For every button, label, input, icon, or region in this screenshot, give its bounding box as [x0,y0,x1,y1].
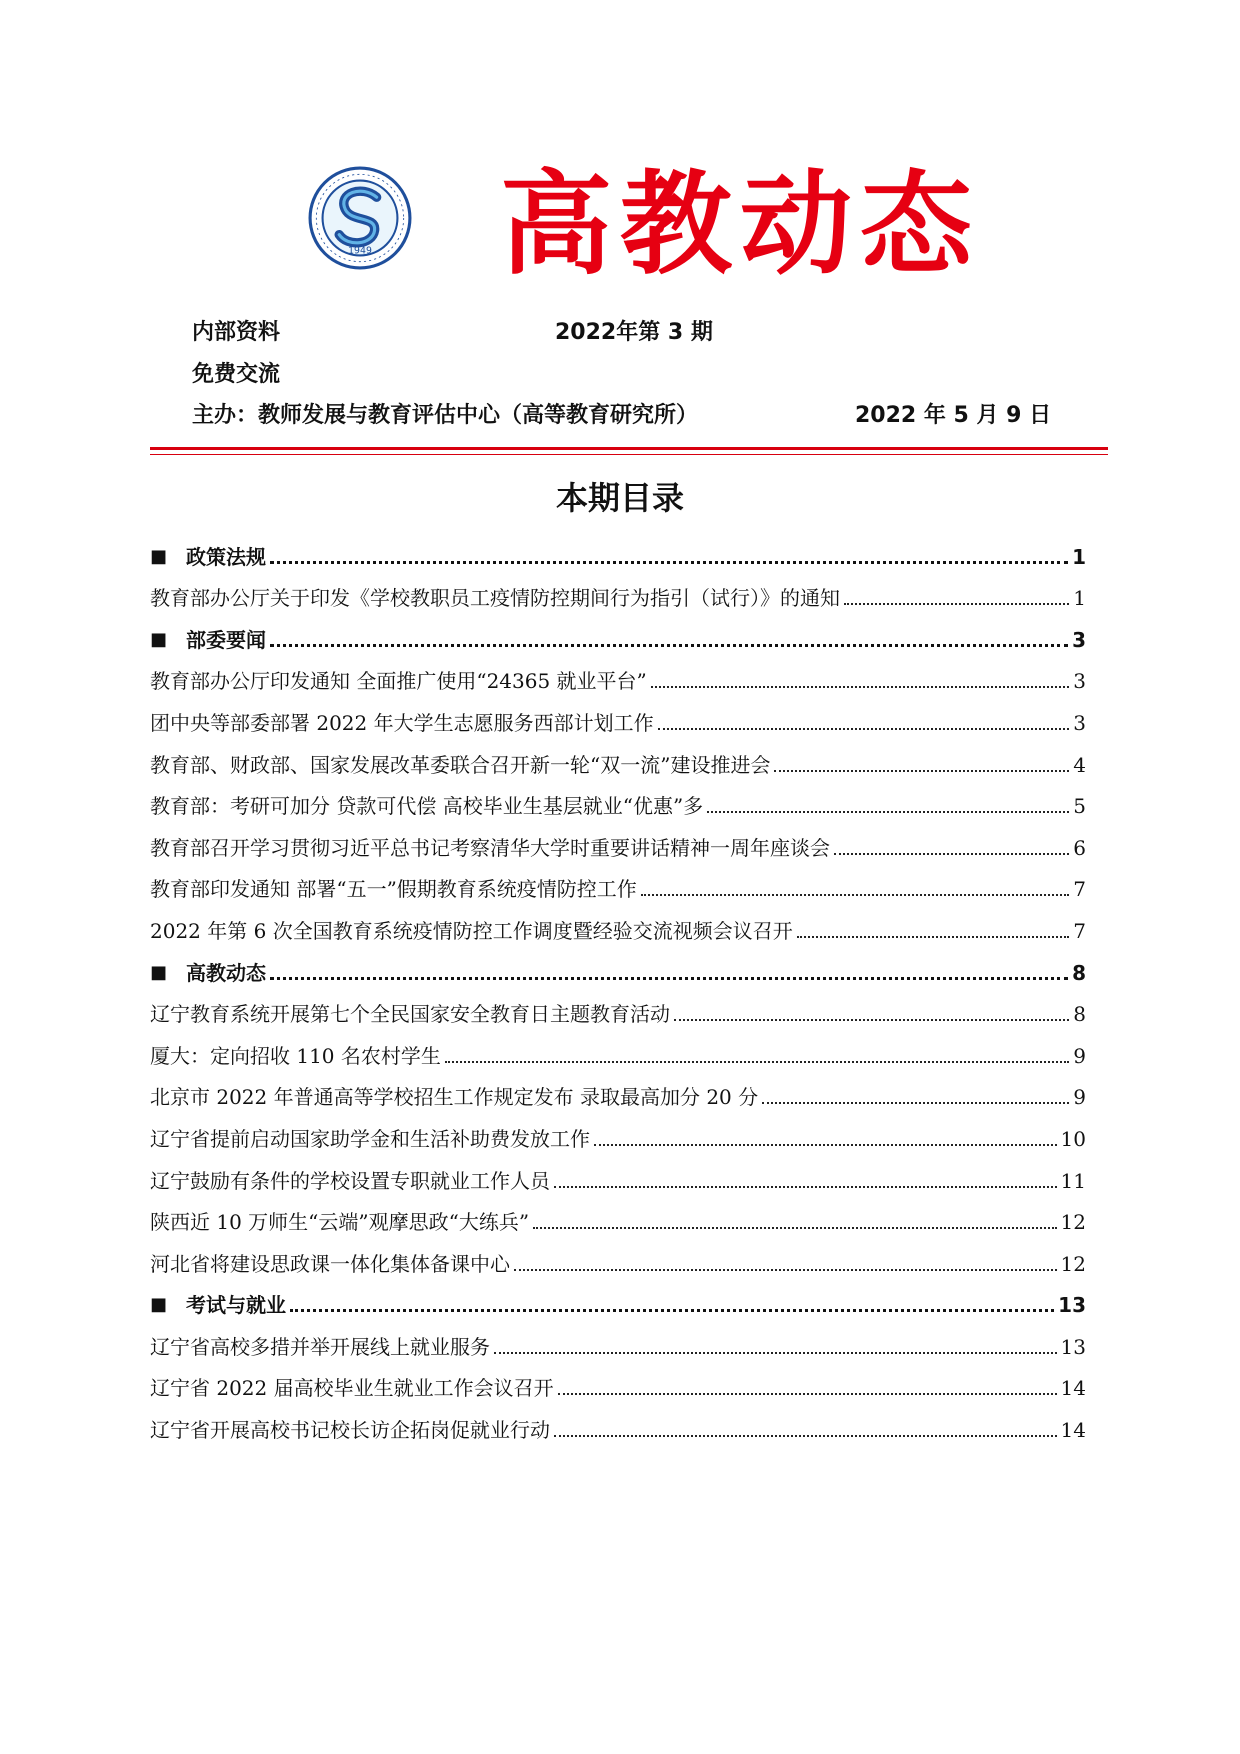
toc-page-number: 12 [1060,1251,1086,1276]
toc-page-number: 9 [1073,1043,1086,1068]
header-rule-thin [150,454,1108,455]
masthead-title: 高教动态 [500,160,980,290]
toc-entry-row[interactable] [150,572,1086,614]
dot-leader [290,1309,1054,1312]
toc-page-number: 1 [1072,544,1086,569]
toc-page-number: 5 [1073,794,1086,819]
toc-section-row[interactable] [150,530,1086,572]
toc-section-title: 政策法规 [186,544,266,569]
toc-page-number: 8 [1072,960,1086,985]
dot-leader [445,1061,1069,1063]
toc-entry-row[interactable] [150,1403,1086,1445]
toc-page-number: 11 [1060,1168,1086,1193]
dot-leader [554,1435,1057,1437]
dot-leader [558,1393,1057,1395]
dot-leader [844,603,1069,605]
toc-entry-row[interactable] [150,1362,1086,1404]
toc-page-number: 14 [1060,1376,1086,1401]
toc-entry-row[interactable] [150,863,1086,905]
square-bullet-icon: ■ [150,545,168,567]
toc-entry-title: 辽宁省 2022 届高校毕业生就业工作会议召开 [150,1376,554,1401]
square-bullet-icon: ■ [150,961,168,983]
toc-page-number: 3 [1072,627,1086,652]
toc-entry-row[interactable] [150,1237,1086,1279]
toc-page-number: 12 [1060,1210,1086,1235]
dot-leader [270,561,1068,564]
toc-entry-title: 河北省将建设思政课一体化集体备课中心 [150,1251,510,1276]
toc-entry-row[interactable] [150,821,1086,863]
logo-year: 1949 [348,245,372,257]
toc-entry-row[interactable] [150,904,1086,946]
dot-leader [658,728,1070,730]
sponsor-line: 主办：教师发展与教育评估中心（高等教育研究所） [192,403,699,428]
toc-entry-title: 教育部印发通知 部署“五一”假期教育系统疫情防控工作 [150,877,637,902]
toc-page-number: 13 [1060,1334,1086,1359]
toc-entry-title: 辽宁省高校多措并举开展线上就业服务 [150,1334,490,1359]
square-bullet-icon: ■ [150,628,168,650]
toc-section-row[interactable] [150,1279,1086,1321]
toc-page-number: 6 [1073,835,1086,860]
dot-leader [594,1144,1057,1146]
toc-entry-title: 北京市 2022 年普通高等学校招生工作规定发布 录取最高加分 20 分 [150,1085,759,1110]
square-bullet-icon: ■ [150,1294,168,1316]
dot-leader [533,1227,1056,1229]
table-of-contents [150,530,1086,1445]
dot-leader [651,686,1069,688]
toc-entry-title: 辽宁鼓励有条件的学校设置专职就业工作人员 [150,1168,550,1193]
toc-page-number: 4 [1073,752,1086,777]
toc-page-number: 1 [1073,586,1086,611]
toc-section-row[interactable] [150,946,1086,988]
toc-entry-row[interactable] [150,1071,1086,1113]
toc-page-number: 3 [1073,710,1086,735]
free-label: 免费交流 [192,362,281,387]
toc-page-number: 7 [1073,918,1086,943]
toc-entry-row[interactable] [150,1029,1086,1071]
toc-entry-title: 教育部召开学习贯彻习近平总书记考察清华大学时重要讲话精神一周年座谈会 [150,835,830,860]
dot-leader [762,1102,1069,1104]
dot-leader [797,936,1070,938]
toc-section-title: 部委要闻 [186,627,266,652]
toc-entry-row[interactable] [150,696,1086,738]
dot-leader [494,1352,1057,1354]
dot-leader [707,811,1069,813]
toc-entry-title: 教育部、财政部、国家发展改革委联合召开新一轮“双一流”建设推进会 [150,752,771,777]
dot-leader [834,853,1069,855]
issue-date: 2022 年 5 月 9 日 [855,403,1052,428]
toc-entry-row[interactable] [150,1320,1086,1362]
toc-entry-row[interactable] [150,780,1086,822]
toc-entry-row[interactable] [150,655,1086,697]
toc-page-number: 8 [1073,1002,1086,1027]
toc-entry-title: 厦大：定向招收 110 名农村学生 [150,1043,441,1068]
toc-page-number: 3 [1073,669,1086,694]
toc-entry-title: 教育部办公厅印发通知 全面推广使用“24365 就业平台” [150,669,647,694]
toc-section-row[interactable] [150,613,1086,655]
toc-entry-title: 辽宁省开展高校书记校长访企拓岗促就业行动 [150,1418,550,1443]
toc-entry-row[interactable] [150,988,1086,1030]
toc-section-title: 高教动态 [186,960,266,985]
dot-leader [774,770,1069,772]
toc-entry-title: 团中央等部委部署 2022 年大学生志愿服务西部计划工作 [150,710,654,735]
toc-title: 本期目录 [555,479,684,517]
toc-page-number: 10 [1060,1126,1086,1151]
toc-entry-title: 2022 年第 6 次全国教育系统疫情防控工作调度暨经验交流视频会议召开 [150,918,793,943]
header-rule-thick [150,447,1108,450]
issue-number: 2022年第 3 期 [555,320,713,345]
dot-leader [270,644,1068,647]
toc-entry-row[interactable] [150,1196,1086,1238]
toc-page-number: 9 [1073,1085,1086,1110]
dot-leader [554,1186,1057,1188]
internal-label: 内部资料 [192,320,281,345]
toc-entry-title: 辽宁省提前启动国家助学金和生活补助费发放工作 [150,1126,590,1151]
toc-section-title: 考试与就业 [186,1293,286,1318]
toc-entry-title: 教育部办公厅关于印发《学校教职员工疫情防控期间行为指引（试行）》的通知 [150,586,840,611]
toc-entry-title: 辽宁教育系统开展第七个全民国家安全教育日主题教育活动 [150,1002,670,1027]
dot-leader [674,1019,1069,1021]
university-seal-icon [308,166,412,270]
toc-entry-title: 陕西近 10 万师生“云端”观摩思政“大练兵” [150,1210,530,1235]
dot-leader [270,977,1068,980]
toc-entry-row[interactable] [150,1112,1086,1154]
toc-entry-row[interactable] [150,1154,1086,1196]
dot-leader [641,894,1069,896]
dot-leader [514,1269,1057,1271]
toc-entry-title: 教育部：考研可加分 贷款可代偿 高校毕业生基层就业“优惠”多 [150,794,704,819]
toc-entry-row[interactable] [150,738,1086,780]
toc-page-number: 14 [1060,1418,1086,1443]
toc-page-number: 13 [1058,1293,1086,1318]
toc-page-number: 7 [1073,877,1086,902]
